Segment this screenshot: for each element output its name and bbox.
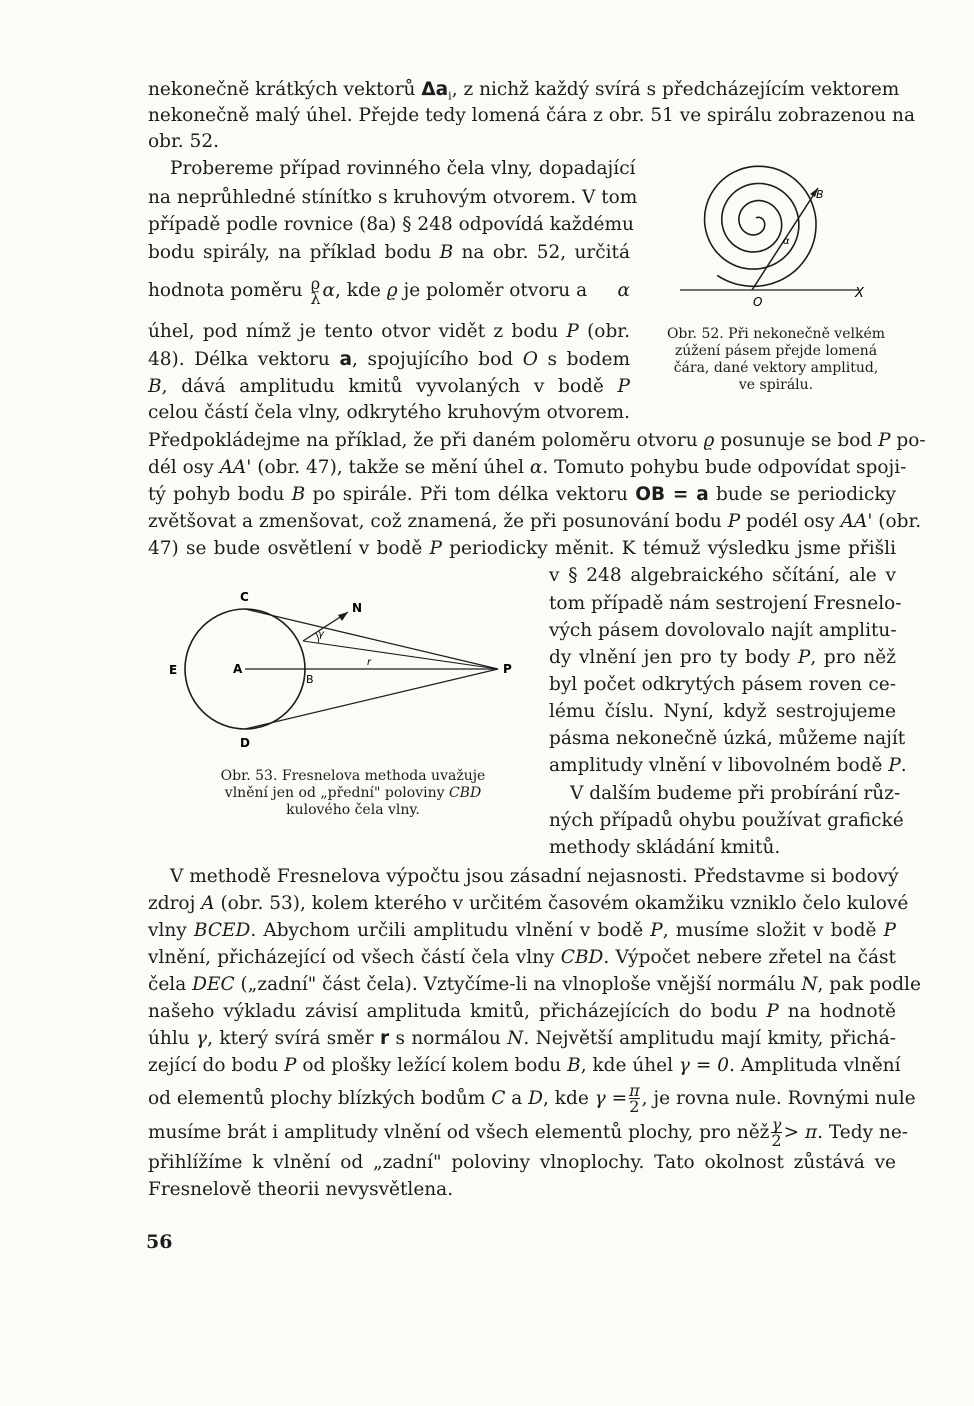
p3-line-3: vých pásem dovolovalo najít amplitu- — [549, 620, 897, 641]
p2-line-7: 48). Délka vektoru a, spojujícího bod O s bodem — [148, 349, 630, 370]
fig52-label-b: B — [816, 188, 824, 201]
p2-line-10: Předpokládejme na příklad, že při daném poloměru otvoru ϱ posunuje se bod P po- — [148, 430, 926, 451]
p3-line-1: v § 248 algebraického sčítání, ale v — [549, 565, 896, 586]
p5-line-10: musíme brát i amplitudy vlnění od všech elementů plochy, pro něž $\frac{\gamma}{2}$ > π . Tedy ne- — [148, 1115, 909, 1150]
tangent-line-d-p — [245, 669, 498, 729]
fig53-label-c: C — [240, 590, 249, 604]
p3-line-5: byl počet odkrytých pásem roven ce- — [549, 674, 896, 695]
p2-line-1: Probereme případ rovinného čela vlny, dopadající — [170, 158, 636, 179]
p5-line-12: Fresnelově theorii nevysvětlena. — [148, 1179, 454, 1200]
figure-53-caption: Obr. 53. Fresnelova methoda uvažuje vlnění jen od „přední" poloviny CBD kulového čela vlny. — [220, 768, 486, 818]
figure-52-caption: Obr. 52. Při nekonečně velkém zúžení pásem přejde lomená čára, dané vektory amplitud, ve spirálu. — [666, 326, 886, 393]
normal-n-arrowhead — [338, 612, 348, 621]
p5-line-1: V methodě Fresnelova výpočtu jsou zásadní nejasnosti. Představme si bodový — [170, 866, 899, 887]
fig53-label-gamma: γ — [318, 629, 324, 640]
p2-line-8: B, dává amplitudu kmitů vyvolaných v bodě P — [148, 376, 630, 397]
p2-line-2: na neprůhledné stínítko s kruhovým otvorem. V tom — [148, 187, 638, 208]
p5-line-5: čela DEC („zadní" část čela). Vztyčíme-li na vlnoploše vnější normálu N, pak podle — [148, 974, 921, 995]
p4-line-2: ných případů ohybu používat grafické — [549, 810, 904, 831]
fig53-label-p: P — [503, 662, 512, 676]
fig53-label-e: E — [169, 663, 178, 677]
tangent-line-c-p — [245, 609, 498, 669]
p2-line-12: tý pohyb bodu B po spirále. Při tom délka vektoru OB = a bude se periodicky — [148, 484, 896, 505]
p3-line-4: dy vlnění jen pro ty body P, pro něž — [549, 647, 896, 668]
fig52-label-o: O — [753, 295, 763, 309]
fig52-label-x: X — [855, 286, 864, 301]
p3-line-2: tom případě nám sestrojení Fresnelo- — [549, 593, 902, 614]
p2-line-14: 47) se bude osvětlení v bodě P periodicky měnit. K témuž výsledku jsme přišli — [148, 538, 897, 559]
p2-line-4: bodu spirály, na příklad bodu B na obr. 52, určitá — [148, 242, 631, 263]
p5-line-11: přihlížíme k vlnění od „zadní" poloviny vlnoplochy. Tato okolnost zůstává ve — [148, 1152, 896, 1173]
p1-line-1: nekonečně krátkých vektorů $\Delta a_i$, z nichž každý svírá s předcházejícím vektorem — [148, 79, 900, 103]
amplitude-spiral — [705, 166, 816, 286]
p5-line-9: od elementů plochy blízkých bodům C a D, kde γ = $\frac{\pi}{2}$ , je rovna nule. Rovnými nule — [148, 1081, 916, 1116]
p3-line-7: pásma nekonečně úzká, můžeme najít — [549, 728, 906, 749]
figure-53-fresnel — [160, 585, 530, 755]
p2-line-13: zvětšovat a zmenšovat, což znamená, že při posunování bodu P podél osy AA' (obr. — [148, 511, 922, 532]
page-number: 56 — [146, 1231, 173, 1253]
fig53-label-n: N — [352, 601, 363, 615]
ray-r — [303, 641, 498, 669]
rho-lambda-fraction: ϱ λ — [310, 274, 321, 308]
p2-line-9: celou částí čela vlny, odkrytého kruhovým otvorem. — [148, 402, 630, 423]
fig53-label-r: r — [367, 657, 372, 668]
p2-line-5: hodnota poměru ϱ λ α, kde ϱ je poloměr otvoru a α — [148, 274, 630, 308]
p1-line-2: nekonečně malý úhel. Přejde tedy lomená čára z obr. 51 ve spirálu zobrazenou na — [148, 105, 915, 126]
p2-line-11: dél osy AA' (obr. 47), takže se mění úhel α. Tomuto pohybu bude odpovídat spoji- — [148, 457, 907, 478]
p5-line-3: vlny BCED. Abychom určili amplitudu vlnění v bodě P, musíme složit v bodě P — [148, 920, 896, 941]
p2-line-3: případě podle rovnice (8a) § 248 odpovídá každému — [148, 214, 634, 235]
p5-line-4: vlnění, přicházející od všech částí čela vlny CBD. Výpočet nebere zřetel na část — [148, 947, 896, 968]
p5-line-2: zdroj A (obr. 53), kolem kterého v určitém časovém okamžiku vzniklo čelo kulové — [148, 893, 909, 914]
p3-line-8: amplitudy vlnění v libovolném bodě P. — [549, 755, 907, 776]
fig53-label-a: A — [233, 662, 243, 676]
figure-52-spiral — [670, 160, 880, 310]
gamma-half-fraction: $\frac{\gamma}{2}$ — [771, 1115, 782, 1150]
fig52-label-alpha: α — [783, 236, 790, 247]
p4-line-3: methody skládání kmitů. — [549, 837, 781, 858]
p4-line-1: V dalším budeme při probírání růz- — [570, 783, 901, 804]
p2-line-6: úhel, pod nímž je tento otvor vidět z bodu P (obr. — [148, 321, 630, 342]
p5-line-8: zející do bodu P od plošky ležící kolem bodu B, kde úhel γ = 0. Amplituda vlnění — [148, 1055, 901, 1076]
p3-line-6: lému číslu. Nyní, když sestrojujeme — [549, 701, 896, 722]
fig53-label-d: D — [240, 736, 250, 750]
p1-line-3: obr. 52. — [148, 131, 219, 152]
p5-line-6: našeho výkladu závisí amplituda kmitů, přicházejících do bodu P na hodnotě — [148, 1001, 896, 1022]
pi-half-fraction: $\frac{\pi}{2}$ — [629, 1081, 640, 1116]
p5-line-7: úhlu γ, který svírá směr r s normálou N. Největší amplitudu mají kmity, přichá- — [148, 1028, 896, 1049]
fig53-label-b: B — [306, 673, 314, 686]
